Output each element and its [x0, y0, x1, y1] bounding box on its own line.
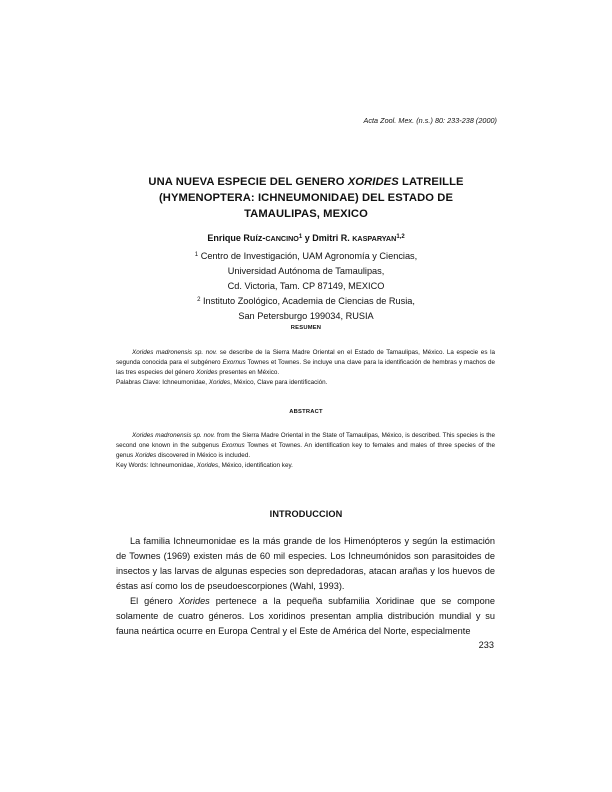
- intro-paragraph-1: La familia Ichneumonidae es la más grande de los Himenópteros y según la estimación de Townes (1969) existen más de 60 mil especies. Los Ichneumónidos son parasitoides de insectos y las larvas de algunas especies son depredadoras, atacan arañas y los huevos de éstas así como los de pseudoescorpiones (Wahl, 1993).: [116, 536, 495, 591]
- article-title: [110, 174, 502, 222]
- abstract-genus: Xorides: [134, 452, 157, 459]
- abstract-kw-genus: Xorides: [196, 462, 219, 469]
- affil2-line2: San Petersburgo 199034, RUSIA: [238, 311, 374, 322]
- abstract-heading: ABSTRACT: [289, 409, 323, 415]
- abstract-text-2: Townes et Townes. An identification key to females and males of three species of the genus: [116, 442, 495, 459]
- author2-surname: KASPARYAN: [352, 234, 397, 243]
- title-line2: (HYMENOPTERA: ICHNEUMONIDAE) DEL ESTADO DE: [158, 192, 454, 204]
- title-genus: XORIDES: [347, 176, 399, 188]
- page-number: 233: [478, 640, 494, 650]
- intro-p2-genus: Xorides: [178, 596, 210, 606]
- author1-surname: CANCINO: [265, 234, 299, 243]
- abstract-body: [116, 431, 495, 471]
- affil1-line2: Universidad Autónoma de Tamaulipas,: [227, 265, 385, 276]
- affil2-line1: Instituto Zoológico, Academia de Ciencias de Rusia,: [202, 296, 415, 307]
- abstract-kw-b: , México, identification key.: [218, 462, 293, 469]
- resumen-kw-b: , México, Clave para identificación.: [230, 379, 328, 386]
- abstract-text-1: from the Sierra Madre Oriental in the State of Tamaulipas, México, is described. This species is the second one known in the subgenus: [116, 432, 496, 449]
- resumen-subgenus: Exornus: [222, 359, 246, 366]
- abstract-paragraph: [116, 431, 495, 461]
- abstract-species: Xorides madronensis sp. nov.: [132, 432, 216, 439]
- abstract-subgenus: Exornus: [221, 442, 245, 449]
- resumen-keywords: [116, 378, 495, 388]
- resumen-paragraph: [116, 348, 495, 378]
- resumen-text-1: se describe de la Sierra Madre Oriental en el Estado de Tamaulipas, México. La especie es la segunda conocida para el subgénero: [116, 349, 496, 366]
- affiliations: [110, 248, 502, 324]
- affil2-marker: 2: [197, 297, 201, 304]
- title-line1-part-b: LATREILLE: [398, 176, 464, 188]
- intro-p2-b: pertenece a la pequeña subfamilia Xoridinae que se compone solamente de cuatro géneros. Los xoridinos presentan amplia distribución mundial y su fauna neártica ocurre en Europa Central y el Este de América del Norte, especialmente: [116, 596, 495, 636]
- resumen-body: [116, 348, 495, 388]
- author1-affil-marker: 1: [298, 234, 303, 240]
- author1-first: Enrique Ruíz-: [207, 233, 266, 243]
- intro-p2-a: El género: [130, 596, 179, 606]
- title-line1-part-a: UNA NUEVA ESPECIE DEL GENERO: [148, 176, 348, 188]
- abstract-text-3: discovered in México is included.: [156, 452, 251, 459]
- resumen-species: Xorides madronensis sp. nov.: [132, 349, 218, 356]
- intro-paragraph-2: [116, 594, 495, 639]
- affil1-line3: Cd. Victoria, Tam. CP 87149, MEXICO: [227, 280, 385, 291]
- resumen-text-3: presentes en México.: [217, 369, 280, 376]
- author2-affil-marker: 1,2: [396, 234, 405, 240]
- journal-reference: Acta Zool. Mex. (n.s.) 80: 233-238 (2000): [363, 116, 497, 125]
- intro-body: [116, 534, 495, 639]
- affil1-line1: Centro de Investigación, UAM Agronomía y Ciencias,: [200, 251, 418, 261]
- title-line3: TAMAULIPAS, MEXICO: [244, 208, 368, 220]
- author-conjunction: y Dmitri R.: [302, 233, 353, 243]
- resumen-text-2: Townes et Townes. Se incluye una clave para la identificación de hembras y machos de las tres especies del género: [116, 359, 495, 376]
- intro-heading: INTRODUCCION: [269, 509, 343, 519]
- resumen-kw-a: Palabras Clave: Ichneumonidae,: [116, 379, 209, 386]
- resumen-genus: Xorides: [196, 369, 218, 376]
- affil1-marker: 1: [194, 252, 199, 258]
- author-list: [110, 233, 502, 243]
- abstract-keywords: [116, 461, 495, 471]
- resumen-heading: RESUMEN: [290, 325, 322, 331]
- abstract-kw-a: Key Words: Ichneumonidae,: [116, 462, 197, 469]
- resumen-kw-genus: Xorides: [208, 379, 231, 386]
